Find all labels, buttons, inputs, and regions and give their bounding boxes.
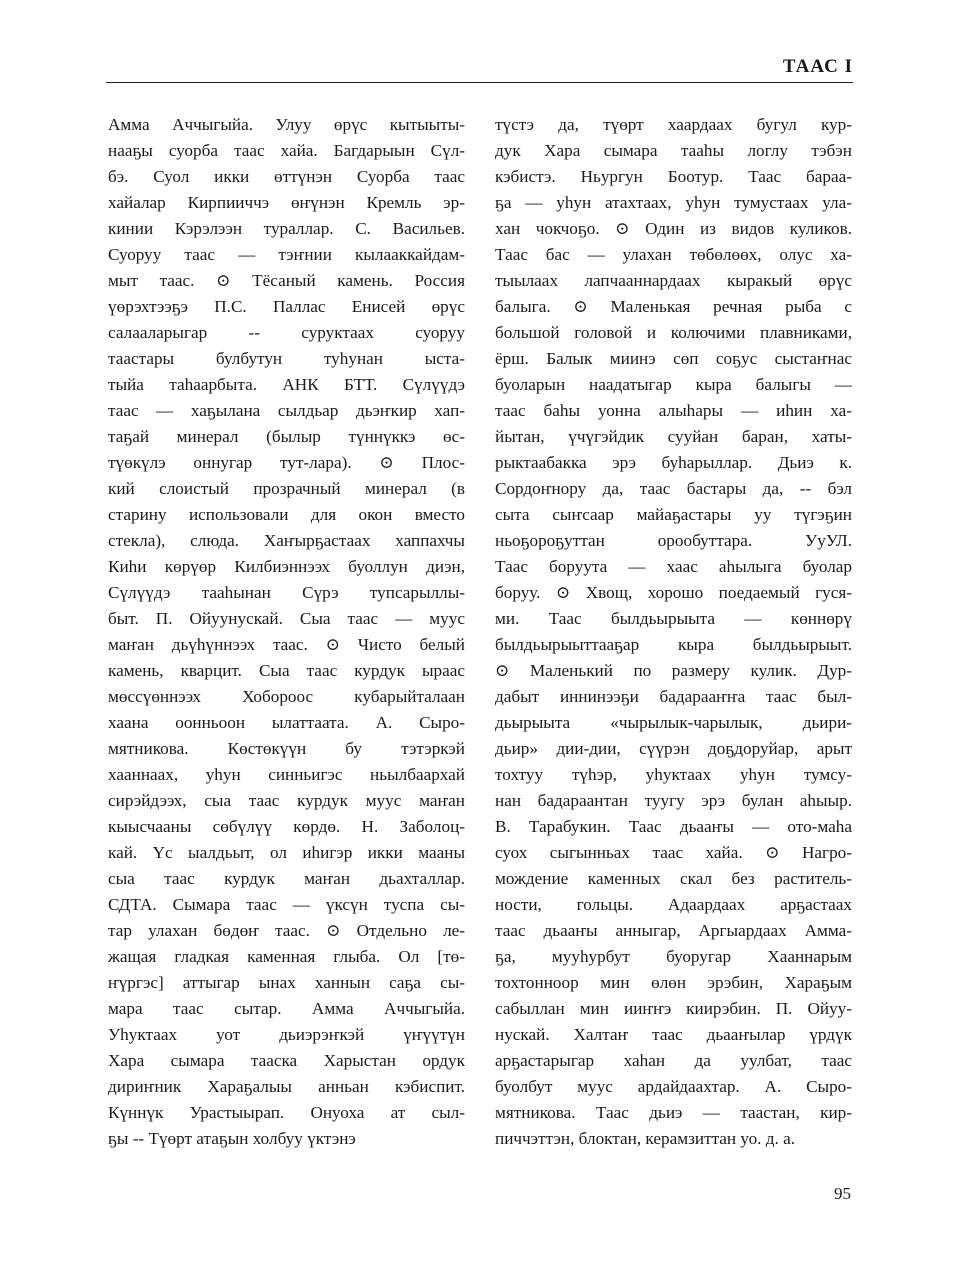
text-line: кинии Кэрэлээн тураллар. С. Васильев. [108, 219, 465, 238]
text-line: хаана оонньоон ылаттаата. А. Сыро- [108, 713, 465, 732]
text-line: быт. П. Ойуунускай. Сыа таас — муус [108, 609, 465, 628]
text-line: ёрш. Балык миинэ сөп соҕус сыстаҥнас [495, 349, 852, 368]
text-line: тохтонноор мин өлөн эрэбин, Хараҕым [495, 973, 852, 992]
text-line: кай. Үс ыалдьыт, ол иһигэр икки мааны [108, 843, 465, 862]
text-line: таҕай минерал (былыр түннүккэ өс- [108, 427, 465, 446]
text-line: тыйа таһаарбыта. АНК БТТ. Сүлүүдэ [108, 375, 465, 394]
text-line: таастары булбутун туһунан ыста- [108, 349, 465, 368]
text-line: хайалар Кирпииччэ өҥүнэн Кремль эр- [108, 193, 465, 212]
text-line: хааннаах, уһун синньигэс ньылбаархай [108, 765, 465, 784]
text-line: Таас бас — улахан төбөлөөх, олус ха- [495, 245, 852, 264]
text-line: ҥүргэс] аттыгар ынах ханнын саҕа сы- [108, 973, 465, 992]
text-line: сабыллан мин ииҥҥэ киирэбин. П. Ойуу- [495, 999, 852, 1018]
text-line: таас дьааҥы анныгар, Аргыардаах Амма- [495, 921, 852, 940]
text-line: ньоҕороҕуттан орообуттара. УуУЛ. [495, 531, 852, 550]
text-line: ҕа, мууһурбут буоругар Хааннарым [495, 947, 852, 966]
text-line: сирэйдээх, сыа таас курдук муус маҥан [108, 791, 465, 810]
text-line: кий слоистый прозрачный минерал (в [108, 479, 465, 498]
text-line: ҕы -- Түөрт атаҕын холбуу үктэнэ [108, 1129, 356, 1148]
text-line: ⊙ Маленький по размеру кулик. Дур- [495, 661, 852, 680]
text-line: мятникова. Көстөкүүн бу тэтэркэй [108, 739, 465, 758]
text-line: тыылаах лапчааннардаах кыракый өрүс [495, 271, 852, 290]
text-line: кыысчааны сөбүлүү көрдө. Н. Заболоц- [108, 817, 465, 836]
text-line: мөссүөннээх Хобороос кубарыйталаан [108, 687, 465, 706]
text-line: тар улахан бөдөҥ таас. ⊙ Отдельно ле- [108, 921, 465, 940]
text-line: былдьырыыттааҕар кыра былдьырыыт. [495, 635, 852, 654]
text-line: нааҕы суорба таас хайа. Багдарыын Сүл- [108, 141, 465, 160]
text-line: ҕа — уһун атахтаах, уһун тумустаах ула- [495, 193, 852, 212]
text-line: хан чокчоҕо. ⊙ Один из видов куликов. [495, 219, 852, 238]
text-line: таас баһы уонна алыһары — иһин ха- [495, 401, 852, 420]
text-line: нан бадараантан туугу эрэ булан аһыыр. [495, 791, 852, 810]
text-line: сыа таас курдук маҥан дьахталлар. [108, 869, 465, 888]
text-line: мара таас сытар. Амма Аччыгыйа. [108, 999, 465, 1018]
text-line: дабыт иннинээҕи бадарааҥҥа таас был- [495, 687, 852, 706]
text-line: ности, гольцы. Адаардаах арҕастаах [495, 895, 852, 914]
running-header: ТААС I [782, 56, 853, 77]
text-line: стекла), слюда. Хаҥырҕастаах хаппахчы [108, 531, 465, 550]
text-line: түстэ да, түөрт хаардаах бугул кур- [495, 115, 852, 134]
right-column [495, 112, 852, 1152]
text-line: буоларын наадатыгар кыра балыгы — [495, 375, 852, 394]
text-line: дьир» дии-дии, сүүрэн доҕдоруйар, арыт [495, 739, 852, 758]
text-line: большой головой и колючими плавниками, [495, 323, 852, 342]
text-line: йытан, үчүгэйдик сууйан баран, хаты- [495, 427, 852, 446]
text-line: дьырыыта «чырылык-чарылык, дьири- [495, 713, 852, 732]
text-line: Сордоҥнору да, таас бастары да, -- бэл [495, 479, 852, 498]
text-line: Амма Аччыгыйа. Улуу өрүс кытыыты- [108, 115, 465, 134]
text-line: пиччэттэн, блоктан, керамзиттан уо. д. а. [495, 1129, 796, 1148]
text-line: буолбут муус ардайдаахтар. А. Сыро- [495, 1077, 852, 1096]
text-line: Сүлүүдэ тааһынан Сүрэ тупсарыллы- [108, 583, 465, 602]
text-line: мождение каменных скал без раститель- [495, 869, 852, 888]
text-line: таас — хаҕылана сылдьар дьэҥкир хап- [108, 401, 465, 420]
text-line: бэ. Суол икки өттүнэн Суорба таас [108, 167, 465, 186]
text-line: тохтуу түһэр, уһуктаах уһун тумсу- [495, 765, 852, 784]
text-line: мятникова. Таас дьиэ — таастан, кир- [495, 1103, 852, 1122]
text-line: нускай. Халтаҥ таас дьааҥылар үрдүк [495, 1025, 852, 1044]
text-line: сыта сыҥсаар майаҕастары уу түгэҕин [495, 505, 852, 524]
header-rule [106, 82, 853, 83]
text-line: арҕастарыгар хаһан да уулбат, таас [495, 1051, 852, 1070]
text-line: дириҥник Хараҕалыы анньан кэбиспит. [108, 1077, 465, 1096]
text-line: Уһуктаах уот дьиэрэҥкэй үҥүүтүн [108, 1025, 465, 1044]
text-line: СДТА. Сымара таас — үксүн туспа сы- [108, 895, 465, 914]
text-line: Киһи көрүөр Килбиэннээх буоллун диэн, [108, 557, 465, 576]
text-line: салааларыгар -- суруктаах суоруу [108, 323, 465, 342]
text-line: Хара сымара тааска Харыстан ордук [108, 1051, 465, 1070]
text-line: ми. Таас былдьырыыта — көннөрү [495, 609, 852, 628]
text-line: түөкүлэ оннугар тут-лара). ⊙ Плос- [108, 453, 465, 472]
page-number: 95 [834, 1184, 851, 1203]
text-line: боруу. ⊙ Хвощ, хорошо поедаемый гуся- [495, 583, 852, 602]
text-line: Күннүк Урастыырап. Онуоха ат сыл- [108, 1103, 465, 1122]
text-line: мыт таас. ⊙ Тёсаный камень. Россия [108, 271, 465, 290]
text-line: старину использовали для окон вместо [108, 505, 465, 524]
text-line: Таас боруута — хаас аһылыга буолар [495, 557, 852, 576]
text-line: суох сыгынньах таас хайа. ⊙ Нагро- [495, 843, 852, 862]
text-line: В. Тарабукин. Таас дьааҥы — ото-маһа [495, 817, 852, 836]
text-line: балыга. ⊙ Маленькая речная рыба с [495, 297, 852, 316]
text-line: үөрэхтээҕэ П.С. Паллас Енисей өрүс [108, 297, 465, 316]
text-line: камень, кварцит. Сыа таас курдук ыраас [108, 661, 465, 680]
text-line: Суоруу таас — тэҥнии кылааккайдам- [108, 245, 465, 264]
text-line: маҥан дьүһүннээх таас. ⊙ Чисто белый [108, 635, 465, 654]
text-line: рыктаабакка эрэ буһарыллар. Дьиэ к. [495, 453, 852, 472]
text-line: жащая гладкая каменная глыба. Ол [тө- [108, 947, 465, 966]
left-column [108, 112, 465, 1152]
text-line: дук Хара сымара тааһы логлу тэбэн [495, 141, 852, 160]
text-line: кэбистэ. Ньургун Боотур. Таас бараа- [495, 167, 852, 186]
